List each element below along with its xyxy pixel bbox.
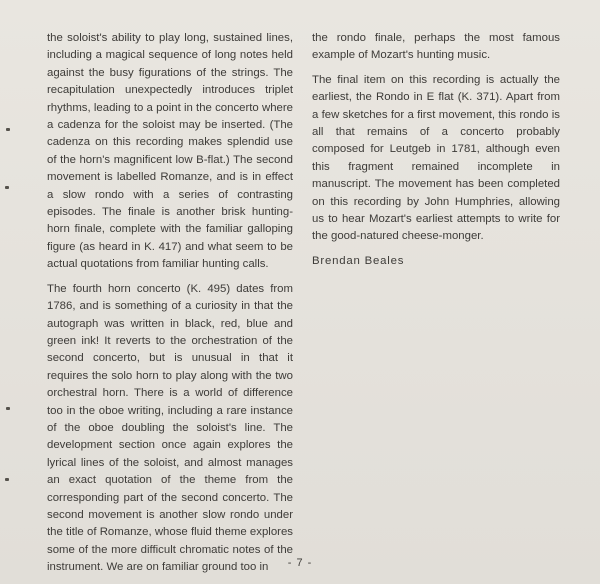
margin-mark	[6, 128, 10, 131]
left-text-column	[47, 30, 293, 584]
paragraph: The final item on this recording is actually the earliest, the Rondo in E flat (K. 371). Apart from a few sketches for a first movement, this rondo is all that remains of a concerto probably composed for Leutgeb in 1781, although even this fragment remained incomplete in manuscript. The movement has been completed on this recording by John Humphries, allowing us to hear Mozart's earliest attempts to write for the good-natured cheese-monger.	[312, 73, 560, 243]
author-signature: Brendan Beales	[312, 254, 405, 267]
margin-mark	[5, 478, 9, 481]
paragraph: the soloist's ability to play long, sustained lines, including a magical sequence of long notes held against the busy figurations of the strings. The recapitulation unexpectedly introduces triplet rhythms, leading to a point in the concerto where a cadenza for the soloist may be inserted. (The cadenza on this recording makes splendid use of the horn's magnificent low B-flat.) The second movement is labelled Romanze, and is in effect a slow rondo with a series of contrasting episodes. The finale is another brisk hunting-horn finale, complete with the familiar galloping figure (as heard in K. 417) and what seem to be actual quotations from familiar hunting calls.	[47, 32, 293, 271]
margin-mark	[5, 186, 9, 189]
right-text-column	[312, 30, 560, 277]
paragraph: the rondo finale, perhaps the most famous example of Mozart's hunting music.	[312, 32, 560, 62]
paragraph: The fourth horn concerto (K. 495) dates from 1786, and is something of a curiosity in that the autograph was written in black, red, blue and green ink! It reverts to the orchestration of the second concerto, but is unusual in that it requires the solo horn to play along with the two orchestral horn. There is a world of difference too in the oboe writing, including a rare instance of the oboe doubling the soloist's line. The development section once again explores the lyrical lines of the soloist, and almost manages an exact quotation of the theme from the corresponding part of the second concerto. The second movement is another slow rondo under the title of Romanze, whose fluid theme explores some of the more difficult chromatic notes of the instrument. We are on familiar ground too in	[47, 282, 293, 574]
page-number: - 7 -	[287, 557, 313, 569]
margin-mark	[6, 407, 10, 410]
